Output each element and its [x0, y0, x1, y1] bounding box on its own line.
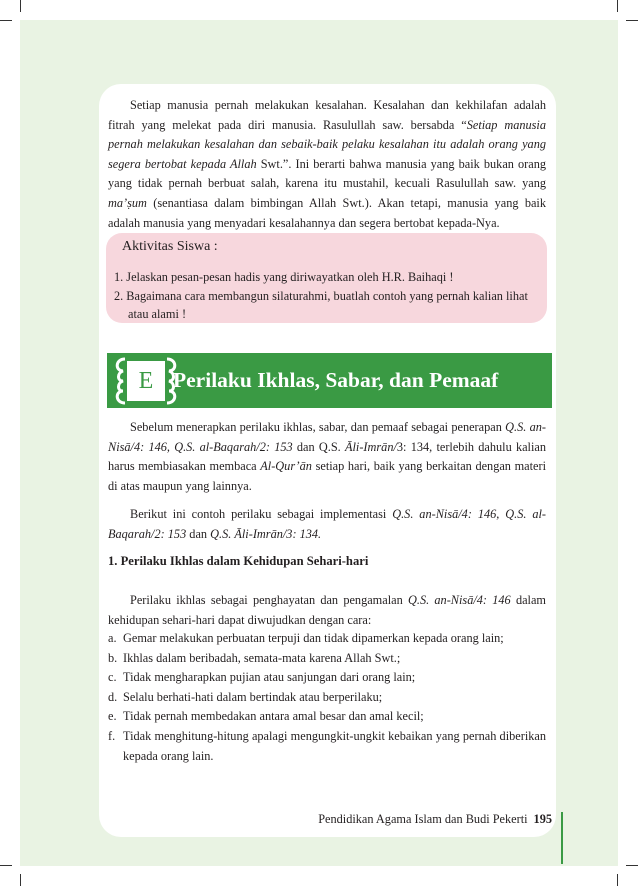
- paragraph-ikhlas: Perilaku ikhlas sebagai penghayatan dan pengamalan Q.S. an-Nisā/4: 146 dalam kehidupan sehari-hari dapat diwujudkan dengan cara:: [108, 593, 546, 627]
- list-item: b. Ikhlas dalam beribadah, semata-mata karena Allah Swt.;: [108, 650, 401, 665]
- activity-title: Aktivitas Siswa :: [122, 239, 218, 254]
- list-item: a. Gemar melakukan perbuatan terpuji dan tidak dipamerkan kepada orang lain;: [108, 631, 504, 645]
- footer-divider: [561, 812, 563, 864]
- list-item: e. Tidak pernah membedakan antara amal besar dan amal kecil;: [108, 709, 424, 724]
- activity-item: 2. Bagaimana cara membangun silaturahmi, buatlah contoh yang pernah kalian lihat atau alami !: [114, 288, 528, 321]
- subheading: 1. Perilaku Ikhlas dalam Kehidupan Sehari-hari: [108, 554, 369, 568]
- activity-item: 1. Jelaskan pesan-pesan hadis yang diriwayatkan oleh H.R. Baihaqi !: [114, 270, 454, 284]
- section-title: Perilaku Ikhlas, Sabar, dan Pemaaf: [173, 368, 499, 392]
- intro-paragraph: Setiap manusia pernah melakukan kesalahan. Kesalahan dan kekhilafan adalah fitrah yang melekat pada diri manusia. Rasulullah saw. bersabda “Setiap manusia pernah melakukan kesalahan dan sebaik-baik pelaku kesalahan itu adalah orang yang segera bertobat kepada Allah Swt.”. Ini berarti bahwa manusia yang baik bukan orang yang tidak pernah berbuat salah, karena itu mustahil, kecuali Rasulullah saw. yang ma’ṣum (senantiasa dalam bimbingan Allah Swt.). Akan tetapi, manusia yang baik adalah manusia yang menyadari kesalahannya dan segera bertobat kepada-Nya.: [108, 98, 547, 230]
- section-banner: [107, 353, 552, 408]
- behavior-list: [108, 629, 546, 766]
- book-title: Pendidikan Agama Islam dan Budi Pekerti: [318, 812, 528, 826]
- activity-list: [114, 268, 539, 324]
- page-footer: [290, 812, 552, 827]
- paragraph-preface: Sebelum menerapkan perilaku ikhlas, sabar, dan pemaaf sebagai penerapan Q.S. an-Nisā/4: 146, Q.S. al-Baqarah/2: 153 dan Q.S. Āli-Imrān/3: 134, terlebih dahulu kalian harus membiasakan membaca Al-Qur’ān setiap hari, baik yang berkaitan dengan materi di atas maupun yang lainnya.: [108, 420, 547, 493]
- section-letter: E: [127, 361, 165, 401]
- page-number: 195: [533, 812, 552, 826]
- paragraph-examples: Berikut ini contoh perilaku sebagai implementasi Q.S. an-Nisā/4: 146, Q.S. al-Baqarah/2: 153 dan Q.S. Āli-Imrān/3: 134.: [108, 507, 546, 541]
- list-item: d. Selalu berhati-hati dalam bertindak atau berperilaku;: [108, 689, 383, 704]
- list-item: f. Tidak menghitung-hitung apalagi mengungkit-ungkit kebaikan yang pernah diberikan kepada orang lain.: [108, 728, 546, 763]
- activity-box: [106, 233, 547, 323]
- list-item: c. Tidak mengharapkan pujian atau sanjungan dari orang lain;: [108, 670, 416, 685]
